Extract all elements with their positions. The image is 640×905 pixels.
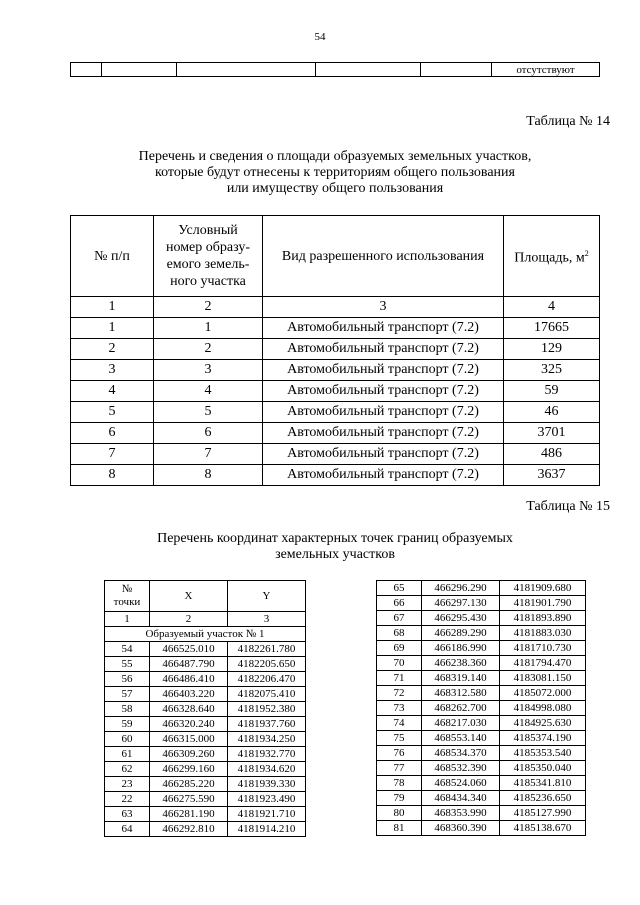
table-cell: 54 [105,642,150,657]
table-cell: 58 [105,702,150,717]
table-cell: 466238.360 [422,656,500,671]
table-cell: отсутствуют [492,63,600,77]
table-row [377,821,586,836]
section-label: Образуемый участок № 1 [105,627,306,642]
header-point-number [105,581,150,612]
table-cell [177,63,316,77]
table-cell: 4181939.330 [228,777,306,792]
header-area-label: Площадь, м [514,250,585,266]
header-x: X [150,581,228,612]
table-cell: 4182261.780 [228,642,306,657]
table-cell: 4181914.210 [228,822,306,837]
table-cell: 1 [71,318,154,339]
table-cell: 4181923.490 [228,792,306,807]
header-line: емого земель- [166,257,250,272]
table-cell: 8 [154,465,263,486]
table-cell: 4185353.540 [500,746,586,761]
table-cell: 71 [377,671,422,686]
table-cell: 4181932.770 [228,747,306,762]
header-permitted-use: Вид разрешенного использования [263,216,504,297]
table-cell: 69 [377,641,422,656]
table-cell: 4181921.710 [228,807,306,822]
table-cell: Автомобильный транспорт (7.2) [263,465,504,486]
table-cell: 3637 [504,465,600,486]
table-row [377,746,586,761]
table-cell: 4184925.630 [500,716,586,731]
table-row [377,581,586,596]
table-row [71,381,600,402]
table-cell: 3 [228,612,306,627]
table-row [377,596,586,611]
table-row [377,701,586,716]
table-cell: 466525.010 [150,642,228,657]
table-cell: 3 [263,297,504,318]
header-conditional-number [154,216,263,297]
table-cell: 67 [377,611,422,626]
table-row [71,465,600,486]
table-cell: 129 [504,339,600,360]
coordinates-table-right [376,580,586,836]
table-cell: 5 [71,402,154,423]
coordinates-right-body [377,581,586,836]
table-row [105,807,306,822]
table-row [105,657,306,672]
table-cell: 466299.160 [150,762,228,777]
table-cell: Автомобильный транспорт (7.2) [263,360,504,381]
table-cell: 325 [504,360,600,381]
table-cell [71,63,102,77]
table-row [105,642,306,657]
table-cell: 4181937.760 [228,717,306,732]
table-header-row [105,581,306,612]
header-number: № п/п [71,216,154,297]
title-line: Перечень и сведения о площади образуемых земельных участков, [138,149,532,164]
table-cell: Автомобильный транспорт (7.2) [263,402,504,423]
table-header-row [71,216,600,297]
table-cell: 75 [377,731,422,746]
table-cell: Автомобильный транспорт (7.2) [263,339,504,360]
table-cell: 468553.140 [422,731,500,746]
index-row [71,297,600,318]
table-cell: 468360.390 [422,821,500,836]
table-cell: 76 [377,746,422,761]
table-cell: 4185138.670 [500,821,586,836]
title-line: или имуществу общего пользования [226,181,444,196]
table-cell: Автомобильный транспорт (7.2) [263,444,504,465]
header-area-superscript: 2 [584,249,589,259]
table-14-title [70,149,600,197]
table-row [71,360,600,381]
table-cell: 66 [377,596,422,611]
table-cell: 60 [105,732,150,747]
header-line: ного участка [170,274,246,289]
table-cell: 4183081.150 [500,671,586,686]
header-area [504,216,600,297]
table-cell: 70 [377,656,422,671]
table-cell: 4181893.890 [500,611,586,626]
table-cell: 2 [154,297,263,318]
title-line: Перечень координат характерных точек границ образуемых [157,531,513,546]
table-cell: 468524.060 [422,776,500,791]
table-cell: 466285.220 [150,777,228,792]
table-cell: 5 [154,402,263,423]
index-row [105,612,306,627]
table-cell: 468217.030 [422,716,500,731]
table-cell: 64 [105,822,150,837]
table-row [377,806,586,821]
table-cell: 1 [154,318,263,339]
table-cell: 4184998.080 [500,701,586,716]
table-row [71,402,600,423]
table-cell: 468534.370 [422,746,500,761]
table-cell: 63 [105,807,150,822]
table-cell: 466296.290 [422,581,500,596]
table-cell: 4185236.650 [500,791,586,806]
coordinates-table-left [104,580,306,837]
table-row [105,687,306,702]
table-row [105,792,306,807]
table-cell: 468353.990 [422,806,500,821]
table-row [71,318,600,339]
table-cell: 3 [71,360,154,381]
table-cell: 1 [105,612,150,627]
table-cell: 4182205.650 [228,657,306,672]
table-14-body [71,297,600,486]
table-cell: 4181934.250 [228,732,306,747]
table-cell: 4181794.470 [500,656,586,671]
table-row [105,672,306,687]
table-cell: 466486.410 [150,672,228,687]
title-line: земельных участков [275,547,395,562]
table-cell: 73 [377,701,422,716]
table-cell: 4182206.470 [228,672,306,687]
table-cell: 4181909.680 [500,581,586,596]
table-cell: 468319.140 [422,671,500,686]
table-cell: 59 [504,381,600,402]
table-row [377,656,586,671]
table-row [377,686,586,701]
table-row [377,776,586,791]
table-cell: 468434.340 [422,791,500,806]
table-cell: 17665 [504,318,600,339]
table-row [71,444,600,465]
table-cell: 6 [154,423,263,444]
table-row [377,641,586,656]
table-14-caption: Таблица № 14 [526,114,610,129]
table-cell: 466315.000 [150,732,228,747]
table-row [377,761,586,776]
header-line: номер образу- [165,240,251,255]
table-cell: 466295.430 [422,611,500,626]
table-cell [421,63,492,77]
table-cell: 22 [105,792,150,807]
table-cell: 81 [377,821,422,836]
table-row [105,762,306,777]
table-cell: 4185350.040 [500,761,586,776]
previous-table-fragment [70,62,600,77]
table-cell: 466292.810 [150,822,228,837]
table-row [377,611,586,626]
table-row [377,671,586,686]
table-cell: 57 [105,687,150,702]
table-cell: 466487.790 [150,657,228,672]
table-cell: 4181710.730 [500,641,586,656]
table-cell: 466403.220 [150,687,228,702]
table-row [105,717,306,732]
table-cell: 466320.240 [150,717,228,732]
table-cell: Автомобильный транспорт (7.2) [263,381,504,402]
table-cell: 23 [105,777,150,792]
table-row [105,777,306,792]
table-cell: 3701 [504,423,600,444]
table-cell: 7 [71,444,154,465]
table-cell: 4181883.030 [500,626,586,641]
table-row [71,339,600,360]
table-row [71,423,600,444]
table-15-title [70,531,600,563]
table-cell: 4 [504,297,600,318]
table-cell: 4181934.620 [228,762,306,777]
table-cell: 4185072.000 [500,686,586,701]
table-row [377,716,586,731]
table-cell: 2 [71,339,154,360]
table-cell: 468262.700 [422,701,500,716]
table-cell: Автомобильный транспорт (7.2) [263,318,504,339]
table-cell: 56 [105,672,150,687]
table-cell: 4185374.190 [500,731,586,746]
coordinates-left-body [105,642,306,837]
table-cell: 59 [105,717,150,732]
table-cell: 62 [105,762,150,777]
table-cell: 466289.290 [422,626,500,641]
table-row [377,731,586,746]
table-cell: 466309.260 [150,747,228,762]
table-cell: 466275.590 [150,792,228,807]
table-row [377,791,586,806]
table-cell: 80 [377,806,422,821]
table-row [377,626,586,641]
table-cell: 68 [377,626,422,641]
table-row [105,822,306,837]
table-cell: 7 [154,444,263,465]
table-15-caption: Таблица № 15 [526,499,610,514]
table-cell: 4182075.410 [228,687,306,702]
table-cell: 3 [154,360,263,381]
table-cell: 6 [71,423,154,444]
table-cell: 77 [377,761,422,776]
section-row [105,627,306,642]
table-cell: 466281.190 [150,807,228,822]
header-line: № [121,583,133,595]
page-number: 54 [314,31,326,43]
table-cell: 468532.390 [422,761,500,776]
table-cell: 468312.580 [422,686,500,701]
header-line: точки [113,596,141,608]
table-cell: 8 [71,465,154,486]
table-cell: 466297.130 [422,596,500,611]
table-cell: 486 [504,444,600,465]
table-cell: 65 [377,581,422,596]
table-cell: 4 [71,381,154,402]
table-row [105,732,306,747]
table-cell: 78 [377,776,422,791]
table-cell: 55 [105,657,150,672]
table-cell: 4181952.380 [228,702,306,717]
table-cell: 72 [377,686,422,701]
table-cell: Автомобильный транспорт (7.2) [263,423,504,444]
table-cell: 4185341.810 [500,776,586,791]
table-cell: 46 [504,402,600,423]
header-y: Y [228,581,306,612]
header-line: Условный [178,223,238,238]
table-cell: 4181901.790 [500,596,586,611]
table-cell [102,63,177,77]
table-row [105,747,306,762]
table-cell: 2 [154,339,263,360]
table-cell: 74 [377,716,422,731]
table-cell: 4 [154,381,263,402]
table-cell: 466186.990 [422,641,500,656]
table-cell: 4185127.990 [500,806,586,821]
table-cell: 1 [71,297,154,318]
table-row [105,702,306,717]
table-cell: 79 [377,791,422,806]
table-cell: 61 [105,747,150,762]
table-cell [316,63,421,77]
table-cell: 2 [150,612,228,627]
table-cell: 466328.640 [150,702,228,717]
title-line: которые будут отнесены к территориям общего пользования [155,165,515,180]
table-14 [70,215,600,486]
